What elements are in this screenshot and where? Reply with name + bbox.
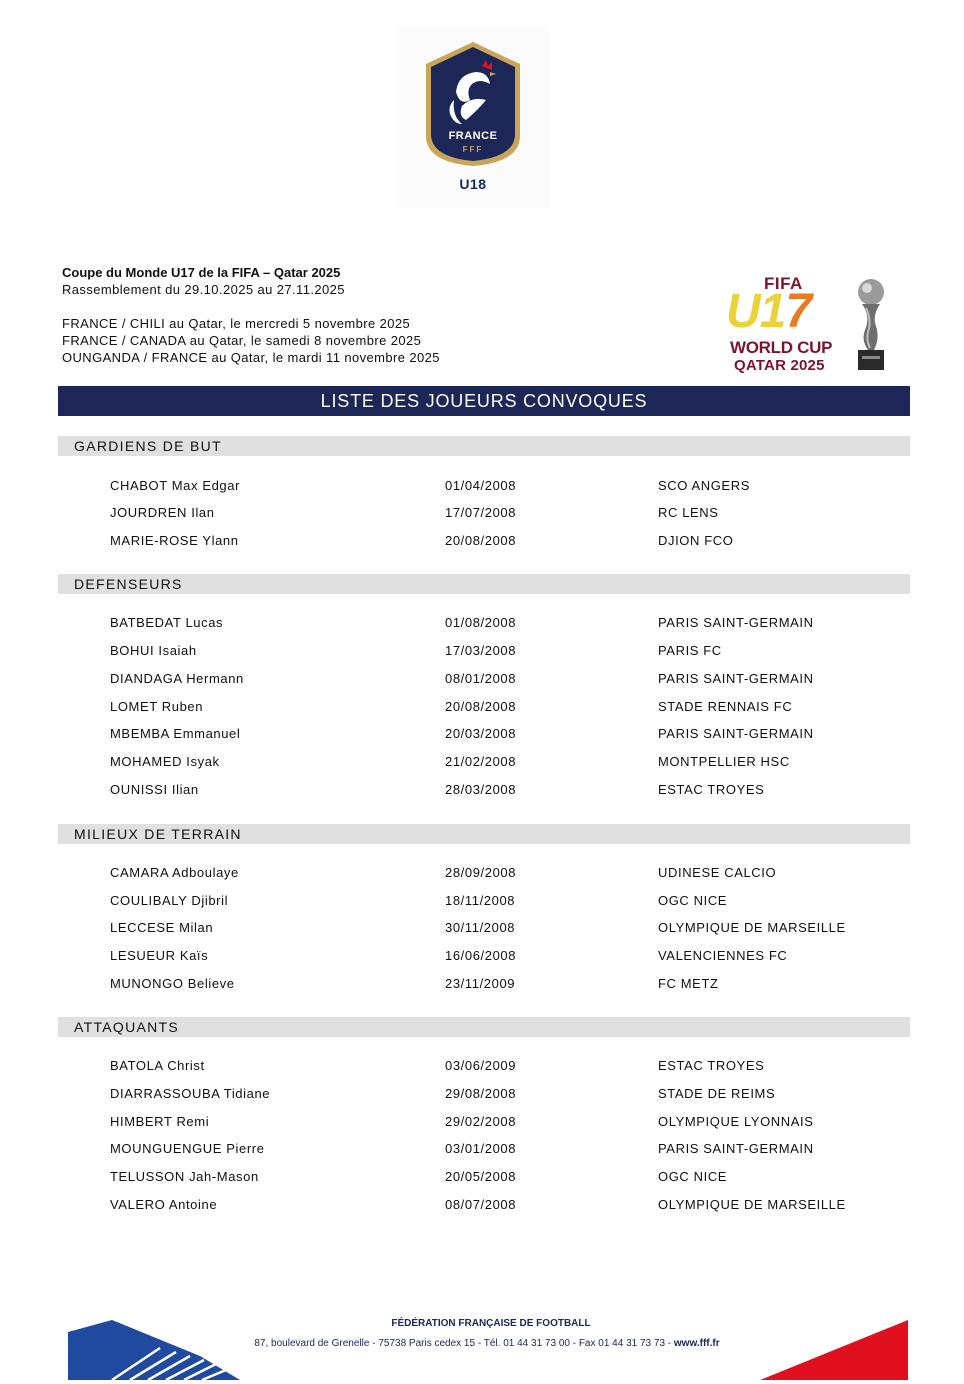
crest-initials-text: FFF (462, 145, 484, 154)
footer-address: 87, boulevard de Grenelle - 75738 Paris cedex 15 - Tél. 01 44 31 73 00 - Fax 01 44 31 73 73 - www.fff.fr (254, 1338, 720, 1349)
player-dob: 20/08/2008 (445, 533, 517, 548)
section-goalkeepers (58, 436, 910, 456)
player-club: MONTPELLIER HSC (658, 754, 790, 769)
player-dob: 30/11/2008 (445, 920, 516, 935)
player-club: RC LENS (658, 505, 719, 520)
player-club: PARIS SAINT-GERMAIN (658, 615, 814, 630)
player-name: HIMBERT Remi (110, 1114, 210, 1129)
player-club: SCO ANGERS (658, 478, 750, 493)
player-row (110, 503, 910, 523)
player-name: LOMET Ruben (110, 699, 204, 714)
player-row (110, 531, 910, 551)
player-dob: 08/01/2008 (445, 671, 517, 686)
player-club: STADE RENNAIS FC (658, 699, 793, 714)
section-midfielders (58, 824, 910, 844)
player-dob: 17/03/2008 (445, 643, 517, 658)
player-row (110, 1195, 910, 1215)
player-club: OGC NICE (658, 893, 728, 908)
player-row (110, 641, 910, 661)
player-name: MARIE-ROSE Ylann (110, 533, 239, 548)
player-dob: 01/08/2008 (445, 615, 517, 630)
section-forwards (58, 1017, 910, 1037)
player-name: BOHUI Isaiah (110, 643, 197, 658)
footer-website-link[interactable]: www.fff.fr (673, 1338, 720, 1349)
player-row (110, 1056, 910, 1076)
player-club: UDINESE CALCIO (658, 865, 777, 880)
player-club: ESTAC TROYES (658, 1058, 765, 1073)
gathering-dates: Rassemblement du 29.10.2025 au 27.11.2025 (62, 282, 345, 297)
player-club: PARIS SAINT-GERMAIN (658, 671, 814, 686)
player-row (110, 891, 910, 911)
player-name: BATOLA Christ (110, 1058, 205, 1073)
section-title: ATTAQUANTS (58, 1017, 910, 1037)
player-club: ESTAC TROYES (658, 782, 765, 797)
fff-crest-logo (396, 26, 550, 208)
player-club: VALENCIENNES FC (658, 948, 788, 963)
player-dob: 20/03/2008 (445, 726, 517, 741)
match-line: OUNGANDA / FRANCE au Qatar, le mardi 11 novembre 2025 (62, 350, 440, 365)
player-row (110, 697, 910, 717)
player-row (110, 1084, 910, 1104)
player-row (110, 752, 910, 772)
player-club: OLYMPIQUE DE MARSEILLE (658, 920, 846, 935)
player-dob: 03/06/2009 (445, 1058, 517, 1073)
player-dob: 17/07/2008 (445, 505, 517, 520)
player-club: OGC NICE (658, 1169, 728, 1184)
player-name: DIARRASSOUBA Tidiane (110, 1086, 271, 1101)
page-footer (0, 1296, 964, 1384)
player-dob: 23/11/2009 (445, 976, 516, 991)
player-row (110, 669, 910, 689)
player-name: CHABOT Max Edgar (110, 478, 241, 493)
player-name: LECCESE Milan (110, 920, 214, 935)
player-dob: 16/06/2008 (445, 948, 517, 963)
player-dob: 28/03/2008 (445, 782, 517, 797)
footer-federation: FÉDÉRATION FRANÇAISE DE FOOTBALL (391, 1318, 591, 1329)
player-row (110, 974, 910, 994)
player-dob: 01/04/2008 (445, 478, 517, 493)
player-club: PARIS SAINT-GERMAIN (658, 1141, 814, 1156)
trophy-icon (852, 276, 890, 372)
section-title: GARDIENS DE BUT (58, 436, 910, 456)
player-row (110, 863, 910, 883)
player-row (110, 918, 910, 938)
player-row (110, 1139, 910, 1159)
player-row (110, 613, 910, 633)
player-dob: 08/07/2008 (445, 1197, 517, 1212)
player-row (110, 1112, 910, 1132)
wc-world-cup-text: WORLD CUP (730, 338, 833, 357)
player-dob: 20/05/2008 (445, 1169, 517, 1184)
player-name: CAMARA Adboulaye (110, 865, 239, 880)
player-dob: 29/08/2008 (445, 1086, 517, 1101)
player-club: PARIS SAINT-GERMAIN (658, 726, 814, 741)
convocation-list-banner: LISTE DES JOUEURS CONVOQUES (58, 386, 910, 416)
player-club: OLYMPIQUE DE MARSEILLE (658, 1197, 846, 1212)
player-name: BATBEDAT Lucas (110, 615, 224, 630)
player-dob: 29/02/2008 (445, 1114, 517, 1129)
player-name: LESUEUR Kaïs (110, 948, 209, 963)
player-row (110, 724, 910, 744)
player-club: FC METZ (658, 976, 719, 991)
player-dob: 18/11/2008 (445, 893, 516, 908)
player-club: PARIS FC (658, 643, 722, 658)
player-name: MOHAMED Isyak (110, 754, 220, 769)
section-title: MILIEUX DE TERRAIN (58, 824, 910, 844)
player-dob: 28/09/2008 (445, 865, 517, 880)
player-dob: 21/02/2008 (445, 754, 517, 769)
player-name: VALERO Antoine (110, 1197, 218, 1212)
player-name: OUNISSI Ilian (110, 782, 199, 797)
wc-qatar-text: QATAR 2025 (734, 357, 825, 374)
crest-country-text: FRANCE (448, 130, 498, 142)
competition-title: Coupe du Monde U17 de la FIFA – Qatar 2025 (62, 265, 341, 280)
player-name: TELUSSON Jah-Mason (110, 1169, 259, 1184)
player-row (110, 780, 910, 800)
player-name: JOURDREN Ilan (110, 505, 215, 520)
player-name: MUNONGO Believe (110, 976, 235, 991)
match-line: FRANCE / CANADA au Qatar, le samedi 8 novembre 2025 (62, 333, 422, 348)
wc-fifa-text: FIFA (764, 274, 803, 293)
player-name: MOUNGUENGUE Pierre (110, 1141, 265, 1156)
player-name: COULIBALY Djibril (110, 893, 229, 908)
match-line: FRANCE / CHILI au Qatar, le mercredi 5 novembre 2025 (62, 316, 411, 331)
player-club: OLYMPIQUE LYONNAIS (658, 1114, 814, 1129)
section-title: DEFENSEURS (58, 574, 910, 594)
crest-category-text: U18 (459, 176, 487, 192)
document-header (62, 264, 440, 366)
player-club: STADE DE REIMS (658, 1086, 776, 1101)
player-dob: 03/01/2008 (445, 1141, 517, 1156)
player-row (110, 476, 910, 496)
player-row (110, 946, 910, 966)
player-name: DIANDAGA Hermann (110, 671, 244, 686)
wc-u17-text: U17 (726, 285, 812, 338)
u17-world-cup-logo (724, 274, 894, 378)
player-row (110, 1167, 910, 1187)
player-dob: 20/08/2008 (445, 699, 517, 714)
player-club: DJION FCO (658, 533, 734, 548)
section-defenders (58, 574, 910, 594)
player-name: MBEMBA Emmanuel (110, 726, 241, 741)
